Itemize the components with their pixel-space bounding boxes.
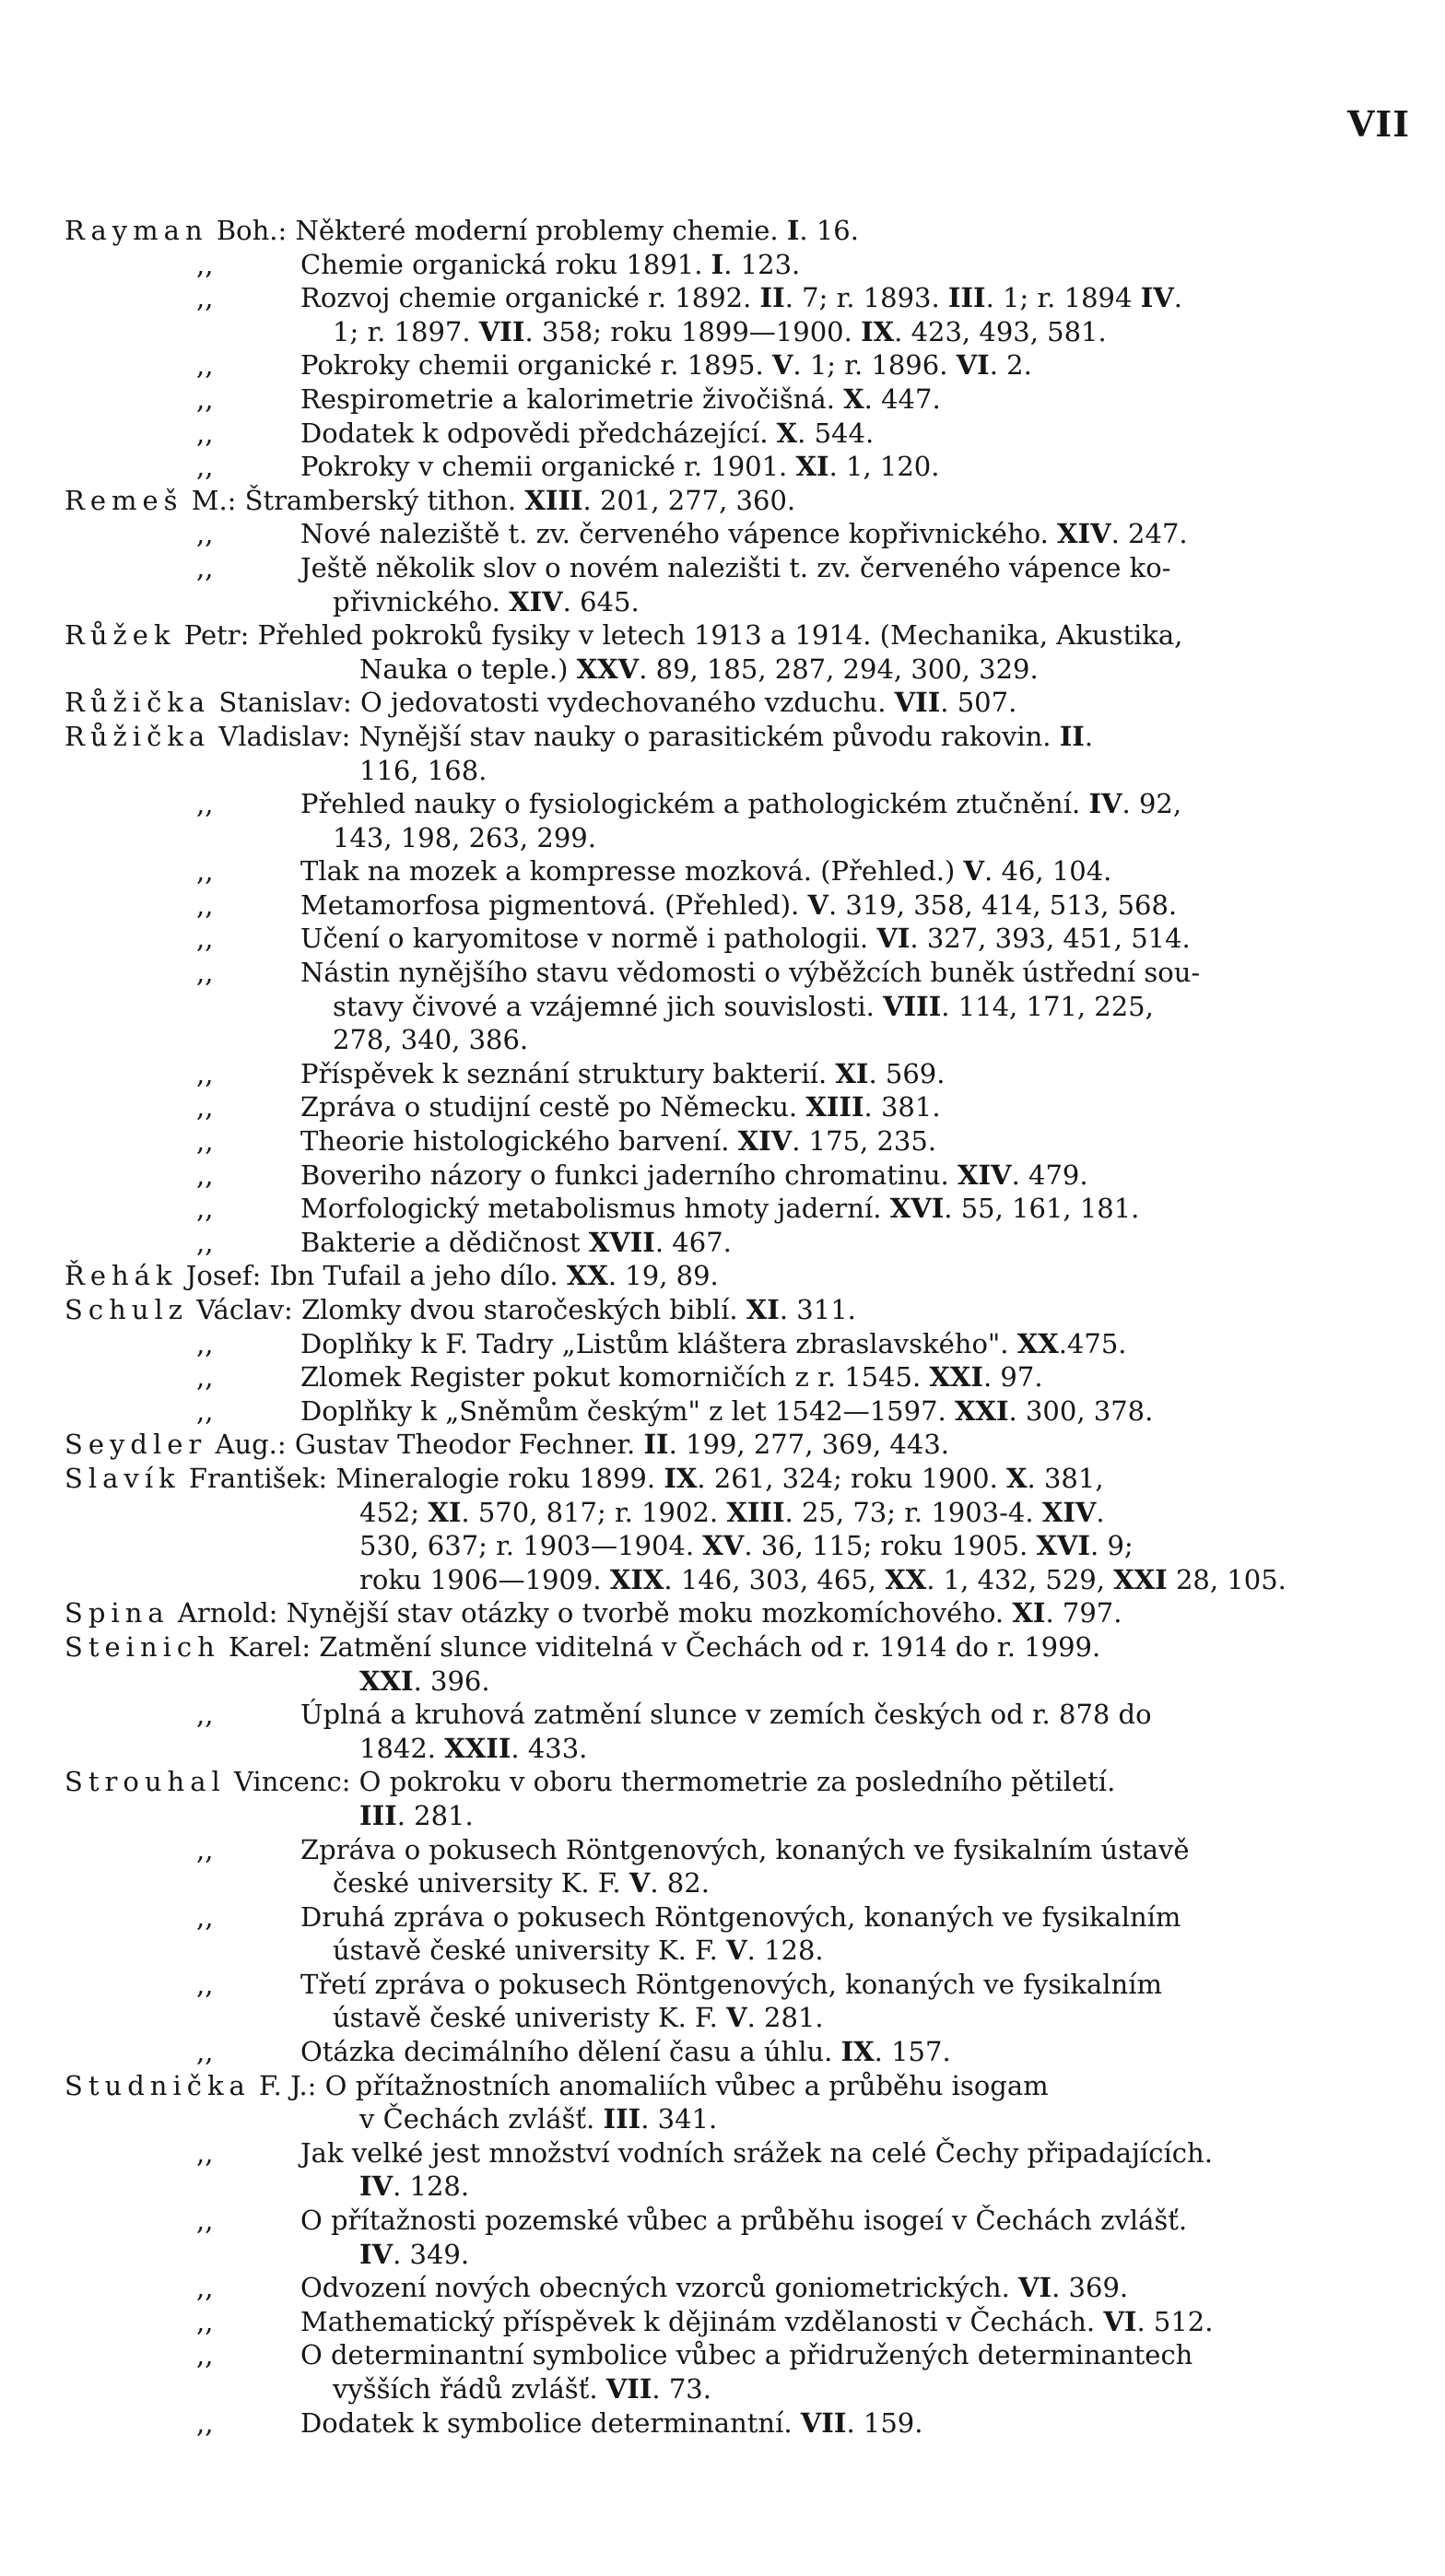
index-line — [65, 281, 1405, 315]
ditto-mark: ,, — [196, 2339, 214, 2371]
entry-continuation: v Čechách zvlášť. III. 341. — [359, 2103, 718, 2135]
entry-text: Arnold: Nynější stav otázky o tvorbě moku mozkomíchového. XI. 797. — [169, 1597, 1122, 1629]
ditto-mark: ,, — [196, 1833, 214, 1865]
ditto-mark: ,, — [196, 1091, 214, 1123]
index-line — [65, 754, 1405, 788]
index-line — [65, 1664, 1405, 1699]
index-line — [65, 1529, 1405, 1563]
index-line — [65, 1900, 1405, 1935]
entry-continuation: 116, 168. — [359, 754, 488, 786]
ditto-mark: ,, — [196, 349, 214, 382]
entry-text: Ještě několik slov o novém nalezišti t. zv. červeného vápence ko- — [300, 551, 1171, 583]
index-line — [65, 922, 1405, 956]
ditto-mark: ,, — [196, 2406, 214, 2439]
entry-continuation: 530, 637; r. 1903—1904. XV. 36, 115; roku 1905. XVI. 9; — [359, 1530, 1134, 1562]
ditto-mark: ,, — [196, 417, 214, 449]
index-line — [65, 551, 1405, 585]
index-line — [65, 2170, 1405, 2204]
entry-text: Václav: Zlomky dvou staročeských biblí. XI. 311. — [188, 1294, 856, 1325]
index-line — [65, 1226, 1405, 1260]
ditto-mark: ,, — [196, 1057, 214, 1089]
index-line — [65, 2069, 1405, 2103]
index-line — [65, 1192, 1405, 1226]
author-surname: Rayman — [65, 215, 208, 246]
ditto-mark: ,, — [196, 1394, 214, 1427]
index-entries — [65, 214, 1405, 2440]
entry-text: Pokroky chemii organické r. 1895. V. 1; r. 1896. VI. 2. — [300, 349, 1032, 382]
entry-continuation: III. 281. — [359, 1799, 474, 1831]
index-line — [65, 1124, 1405, 1159]
author-surname: Růžek — [65, 619, 176, 652]
entry-continuation: IV. 128. — [359, 2170, 470, 2203]
index-line — [65, 1934, 1405, 1968]
index-line — [65, 2305, 1405, 2339]
ditto-mark: ,, — [196, 2136, 214, 2169]
entry-text: Boveriho názory o funkci jaderního chromatinu. XIV. 479. — [300, 1159, 1088, 1191]
ditto-mark: ,, — [196, 2305, 214, 2337]
index-line — [65, 2338, 1405, 2372]
ditto-mark: ,, — [196, 1699, 214, 1731]
entry-text: Petr: Přehled pokroků fysiky v letech 1913 a 1914. (Mechanika, Akustika, — [175, 619, 1183, 652]
author-surname: Růžička — [65, 720, 211, 752]
entry-text: Vladislav: Nynější stav nauky o parasitickém původu rakovin. II. — [210, 720, 1094, 752]
index-line — [65, 1293, 1405, 1327]
entry-text: O determinantní symbolice vůbec a přidružených determinantech — [300, 2339, 1193, 2371]
ditto-mark: ,, — [196, 1125, 214, 1158]
entry-text: Respirometrie a kalorimetrie živočišná. X. 447. — [300, 382, 941, 415]
index-line — [65, 1259, 1405, 1293]
ditto-mark: ,, — [196, 2205, 214, 2237]
ditto-mark: ,, — [196, 282, 214, 314]
index-line — [65, 787, 1405, 821]
index-line — [65, 1563, 1405, 1597]
author-surname: Slavík — [65, 1462, 181, 1494]
entry-text: Boh.: Některé moderní problemy chemie. I. 16. — [207, 215, 859, 246]
entry-text: Rozvoj chemie organické r. 1892. II. 7; r. 1893. III. 1; r. 1894 IV. — [300, 282, 1182, 314]
entry-text: Příspěvek k seznání struktury bakterií. XI. 569. — [300, 1057, 946, 1089]
index-line — [65, 1799, 1405, 1833]
ditto-mark: ,, — [196, 2272, 214, 2304]
entry-text: Jak velké jest množství vodních srážek na celé Čechy připadajících. — [300, 2136, 1213, 2169]
index-line — [65, 1630, 1405, 1664]
entry-text: Úplná a kruhová zatmění slunce v zemích českých od r. 878 do — [300, 1699, 1152, 1731]
author-surname: Růžička — [65, 687, 211, 719]
author-surname: Schulz — [65, 1294, 189, 1325]
index-line — [65, 1968, 1405, 2002]
entry-text: Stanislav: O jedovatosti vydechovaného vzduchu. VII. 507. — [210, 687, 1017, 719]
entry-text: František: Mineralogie roku 1899. IX. 261, 324; roku 1900. X. 381, — [180, 1462, 1104, 1494]
ditto-mark: ,, — [196, 1226, 214, 1258]
entry-continuation: 1842. XXII. 433. — [359, 1732, 588, 1764]
entry-text: Pokroky v chemii organické r. 1901. XI. 1, 120. — [300, 451, 940, 483]
index-line — [65, 1698, 1405, 1732]
index-line — [65, 686, 1405, 720]
entry-text: O přítažnosti pozemské vůbec a průběhu isogeí v Čechách zvlášť. — [300, 2205, 1188, 2237]
index-line — [65, 2406, 1405, 2441]
index-line — [65, 2102, 1405, 2136]
ditto-mark: ,, — [196, 923, 214, 955]
entry-text: Chemie organická roku 1891. I. 123. — [300, 248, 801, 280]
index-line — [65, 1023, 1405, 1057]
index-line — [65, 1732, 1405, 1766]
entry-text: Dodatek k odpovědi předcházející. X. 544. — [300, 417, 875, 449]
entry-text: F. J.: O přítažnostních anomaliích vůbec a průběhu isogam — [250, 2069, 1049, 2101]
index-line — [65, 1327, 1405, 1361]
index-line — [65, 1090, 1405, 1124]
entry-continuation: české university K. F. V. 82. — [333, 1867, 710, 1900]
index-line — [65, 1596, 1405, 1630]
ditto-mark: ,, — [196, 382, 214, 415]
entry-text: Doplňky k „Sněmům českým" z let 1542—1597. XXI. 300, 378. — [300, 1394, 1154, 1427]
index-line — [65, 990, 1405, 1024]
index-line — [65, 2271, 1405, 2305]
index-line — [65, 1394, 1405, 1429]
index-line — [65, 2204, 1405, 2238]
author-surname: Řehák — [65, 1260, 178, 1292]
entry-text: Přehled nauky o fysiologickém a pathologickém ztučnění. IV. 92, — [300, 788, 1182, 820]
entry-text: Třetí zpráva o pokusech Röntgenových, konaných ve fysikalním — [300, 1968, 1162, 2000]
index-line — [65, 1765, 1405, 1799]
author-surname: Spina — [65, 1597, 170, 1629]
entry-text: Otázka decimálního dělení času a úhlu. IX. 157. — [300, 2036, 951, 2068]
entry-continuation: 1; r. 1897. VII. 358; roku 1899—1900. IX. 423, 493, 581. — [333, 315, 1107, 347]
entry-text: Zlomek Register pokut komorničích z r. 1545. XXI. 97. — [300, 1361, 1043, 1394]
entry-continuation: stavy čivové a vzájemné jich souvislosti. VIII. 114, 171, 225, — [333, 990, 1154, 1022]
entry-text: Zpráva o pokusech Röntgenových, konaných ve fysikalním ústavě — [300, 1833, 1190, 1865]
entry-text: Tlak na mozek a kompresse mozková. (Přehled.) V. 46, 104. — [300, 855, 1112, 888]
entry-text: Bakterie a dědičnost XVII. 467. — [300, 1226, 732, 1258]
entry-continuation: XXI. 396. — [359, 1664, 490, 1697]
index-line — [65, 2035, 1405, 2069]
index-line — [65, 417, 1405, 451]
index-line — [65, 1833, 1405, 1867]
entry-text: Dodatek k symbolice determinantní. VII. 159. — [300, 2406, 923, 2439]
entry-continuation: 278, 340, 386. — [333, 1024, 529, 1056]
ditto-mark: ,, — [196, 451, 214, 483]
entry-text: M.: Štramberský tithon. XIII. 201, 277, 360. — [182, 484, 796, 516]
ditto-mark: ,, — [196, 855, 214, 888]
author-surname: Steinich — [65, 1630, 220, 1663]
entry-continuation: ústavě české university K. F. V. 128. — [333, 1935, 824, 1967]
author-surname: Strouhal — [65, 1766, 226, 1798]
ditto-mark: ,, — [196, 1193, 214, 1225]
ditto-mark: ,, — [196, 957, 214, 989]
entry-text: Učení o karyomitose v normě i pathologii. VI. 327, 393, 451, 514. — [300, 923, 1191, 955]
ditto-mark: ,, — [196, 888, 214, 921]
index-line — [65, 2001, 1405, 2035]
index-line — [65, 382, 1405, 417]
entry-text: Morfologický metabolismus hmoty jaderní. XVI. 55, 161, 181. — [300, 1193, 1140, 1225]
author-surname: Studnička — [65, 2069, 251, 2101]
entry-text: Doplňky k F. Tadry „Listům kláštera zbraslavského". XX.475. — [300, 1327, 1127, 1359]
index-line — [65, 821, 1405, 855]
index-line — [65, 1496, 1405, 1530]
entry-continuation: vyšších řádů zvlášť. VII. 73. — [333, 2373, 711, 2405]
index-line — [65, 484, 1405, 518]
index-line — [65, 720, 1405, 754]
ditto-mark: ,, — [196, 1900, 214, 1933]
index-line — [65, 956, 1405, 990]
entry-continuation: roku 1906—1909. XIX. 146, 303, 465, XX. 1, 432, 529, XXI 28, 105. — [359, 1563, 1286, 1595]
index-line — [65, 1057, 1405, 1091]
index-line — [65, 2136, 1405, 2170]
ditto-mark: ,, — [196, 2036, 214, 2068]
index-line — [65, 315, 1405, 349]
author-surname: Seydler — [65, 1429, 207, 1461]
index-line — [65, 1360, 1405, 1394]
entry-text: Nástin nynějšího stavu vědomosti o výběžcích buněk ústřední sou- — [300, 957, 1201, 989]
index-line — [65, 585, 1405, 619]
entry-continuation: ústavě české univeristy K. F. V. 281. — [333, 2002, 824, 2034]
entry-text: Theorie histologického barvení. XIV. 175, 235. — [300, 1125, 937, 1158]
entry-text: Vincenc: O pokroku v oboru thermometrie za posledního pětiletí. — [225, 1766, 1116, 1798]
index-line — [65, 2372, 1405, 2406]
index-line — [65, 854, 1405, 888]
index-line — [65, 653, 1405, 687]
index-line — [65, 450, 1405, 484]
entry-text: Metamorfosa pigmentová. (Přehled). V. 319, 358, 414, 513, 568. — [300, 888, 1178, 921]
ditto-mark: ,, — [196, 551, 214, 583]
ditto-mark: ,, — [196, 1361, 214, 1394]
page-number: VII — [1346, 103, 1410, 145]
index-line — [65, 2238, 1405, 2272]
entry-text: Odvození nových obecných vzorců goniometrických. VI. 369. — [300, 2272, 1129, 2304]
ditto-mark: ,, — [196, 1968, 214, 2000]
author-surname: Remeš — [65, 484, 183, 516]
index-line — [65, 1462, 1405, 1496]
entry-text: Nové naleziště t. zv. červeného vápence kopřivnického. XIV. 247. — [300, 518, 1188, 550]
ditto-mark: ,, — [196, 518, 214, 550]
index-line — [65, 888, 1405, 923]
entry-text: Druhá zpráva o pokusech Röntgenových, konaných ve fysikalním — [300, 1900, 1181, 1933]
entry-text: Karel: Zatmění slunce viditelná v Čechách od r. 1914 do r. 1999. — [219, 1630, 1101, 1663]
ditto-mark: ,, — [196, 1159, 214, 1191]
ditto-mark: ,, — [196, 1327, 214, 1359]
ditto-mark: ,, — [196, 788, 214, 820]
entry-text: Zpráva o studijní cestě po Německu. XIII. 381. — [300, 1091, 941, 1123]
entry-continuation: IV. 349. — [359, 2238, 470, 2270]
entry-text: Mathematický příspěvek k dějinám vzdělanosti v Čechách. VI. 512. — [300, 2305, 1214, 2337]
index-line — [65, 618, 1405, 653]
entry-text: Aug.: Gustav Theodor Fechner. II. 199, 277, 369, 443. — [206, 1429, 949, 1461]
index-line — [65, 517, 1405, 551]
entry-text: Josef: Ibn Tufail a jeho dílo. XX. 19, 89. — [177, 1260, 719, 1292]
index-line — [65, 1428, 1405, 1462]
entry-continuation: 143, 198, 263, 299. — [333, 821, 596, 853]
index-line — [65, 214, 1405, 248]
index-line — [65, 248, 1405, 282]
entry-continuation: přivnického. XIV. 645. — [333, 585, 640, 618]
entry-continuation: Nauka o teple.) XXV. 89, 185, 287, 294, 300, 329. — [359, 653, 1039, 685]
ditto-mark: ,, — [196, 248, 214, 280]
index-line — [65, 1866, 1405, 1900]
index-line — [65, 348, 1405, 382]
entry-continuation: 452; XI. 570, 817; r. 1902. XIII. 25, 73; r. 1903-4. XIV. — [359, 1496, 1105, 1528]
index-line — [65, 1159, 1405, 1193]
